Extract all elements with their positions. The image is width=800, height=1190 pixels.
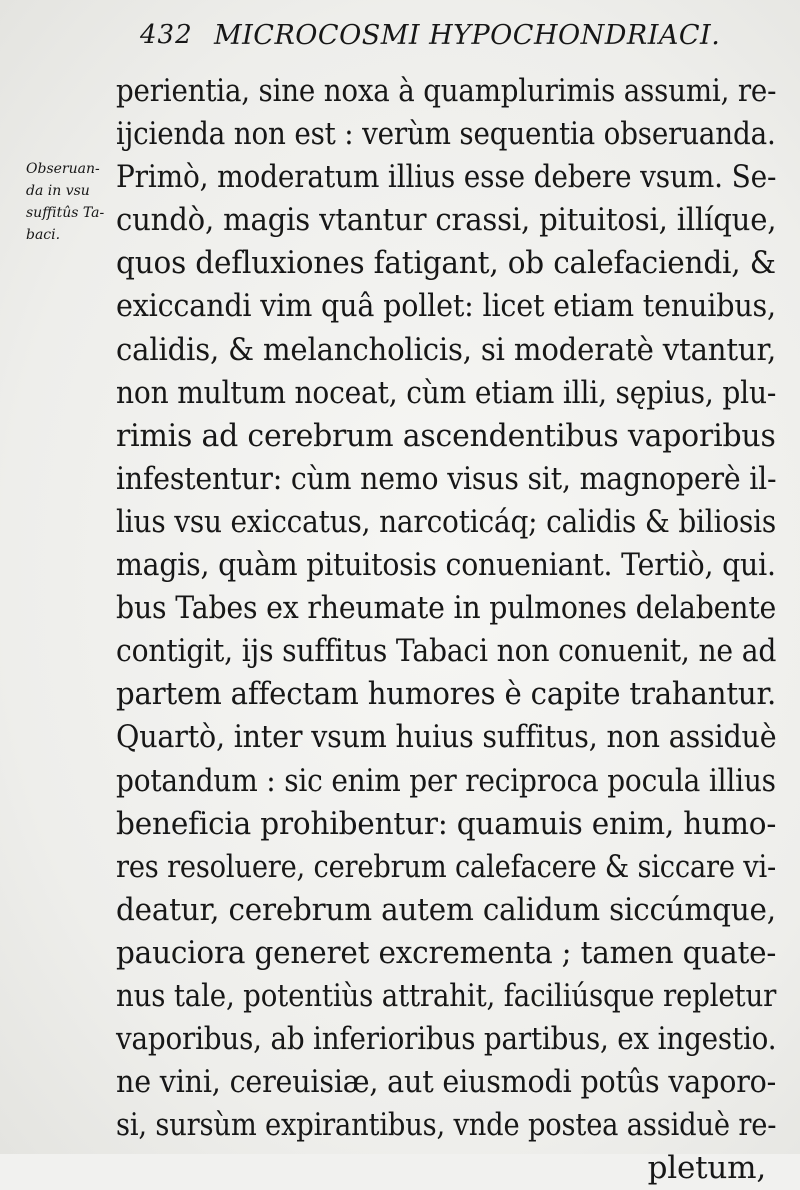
text-line: bus Tabes ex rheumate in pulmones delabente (116, 590, 777, 627)
marginal-note-line: suffitûs Ta- (26, 205, 105, 221)
text-line: quos defluxiones fatigant, ob calefaciendi, & (116, 245, 776, 282)
text-line: perientia, sine noxa à quamplurimis assumi, re- (116, 73, 777, 109)
text-line: Primò, moderatum illius esse debere vsum. Se- (116, 159, 777, 196)
page-header (140, 14, 780, 58)
text-line: Quartò, inter vsum huius suffitus, non assiduè (116, 719, 777, 756)
text-line: pauciora generet excrementa ; tamen quate- (116, 934, 777, 971)
text-line: calidis, & melancholicis, si moderatè vtantur, (116, 331, 777, 368)
marginal-note (26, 158, 118, 246)
marginal-note-line: Obseruan- (26, 161, 100, 177)
text-line: res resoluere, cerebrum calefacere & siccare vi- (116, 848, 777, 885)
text-line-final: pletum, (647, 1150, 766, 1187)
text-line: ijcienda non est : verùm sequentia obseruanda. (116, 116, 776, 153)
text-line: deatur, cerebrum autem calidum siccúmque, (116, 891, 776, 928)
text-line: potandum : sic enim per reciproca pocula illius (116, 762, 776, 799)
text-line: vaporibus, ab inferioribus partibus, ex ingestio. (116, 1021, 777, 1058)
marginal-note-line: da in vsu (26, 183, 90, 199)
text-line: cundò, magis vtantur crassi, pituitosi, illíque, (116, 202, 777, 239)
page-number: 432 (140, 20, 193, 50)
text-line: exiccandi vim quâ pollet: licet etiam tenuibus, (116, 288, 776, 325)
text-line: magis, quàm pituitosis conueniant. Tertiò, qui. (116, 547, 776, 584)
text-line: nus tale, potentiùs attrahit, faciliúsque repletur (116, 977, 777, 1014)
marginal-note-line: baci. (26, 227, 61, 243)
text-line: ne vini, cereuisiæ, aut eiusmodi potûs vaporo- (116, 1064, 777, 1101)
body-text (116, 70, 776, 1190)
text-line: rimis ad cerebrum ascendentibus vaporibus (116, 417, 776, 454)
text-line: beneficia prohibentur: quamuis enim, humo- (116, 805, 777, 842)
text-line: infestentur: cùm nemo visus sit, magnoperè il- (116, 460, 777, 497)
running-head: MICROCOSMI HYPOCHONDRIACI. (214, 20, 721, 51)
text-line: non multum noceat, cùm etiam illi, sępius, plu- (116, 374, 777, 411)
text-line: si, sursùm expirantibus, vnde postea assiduè re- (116, 1107, 777, 1144)
text-line: contigit, ijs suffitus Tabaci non conuenit, ne ad (116, 633, 777, 670)
text-line: partem affectam humores è capite trahantur. (116, 676, 777, 713)
text-line: lius vsu exiccatus, narcoticáq; calidis & biliosis (116, 503, 777, 540)
